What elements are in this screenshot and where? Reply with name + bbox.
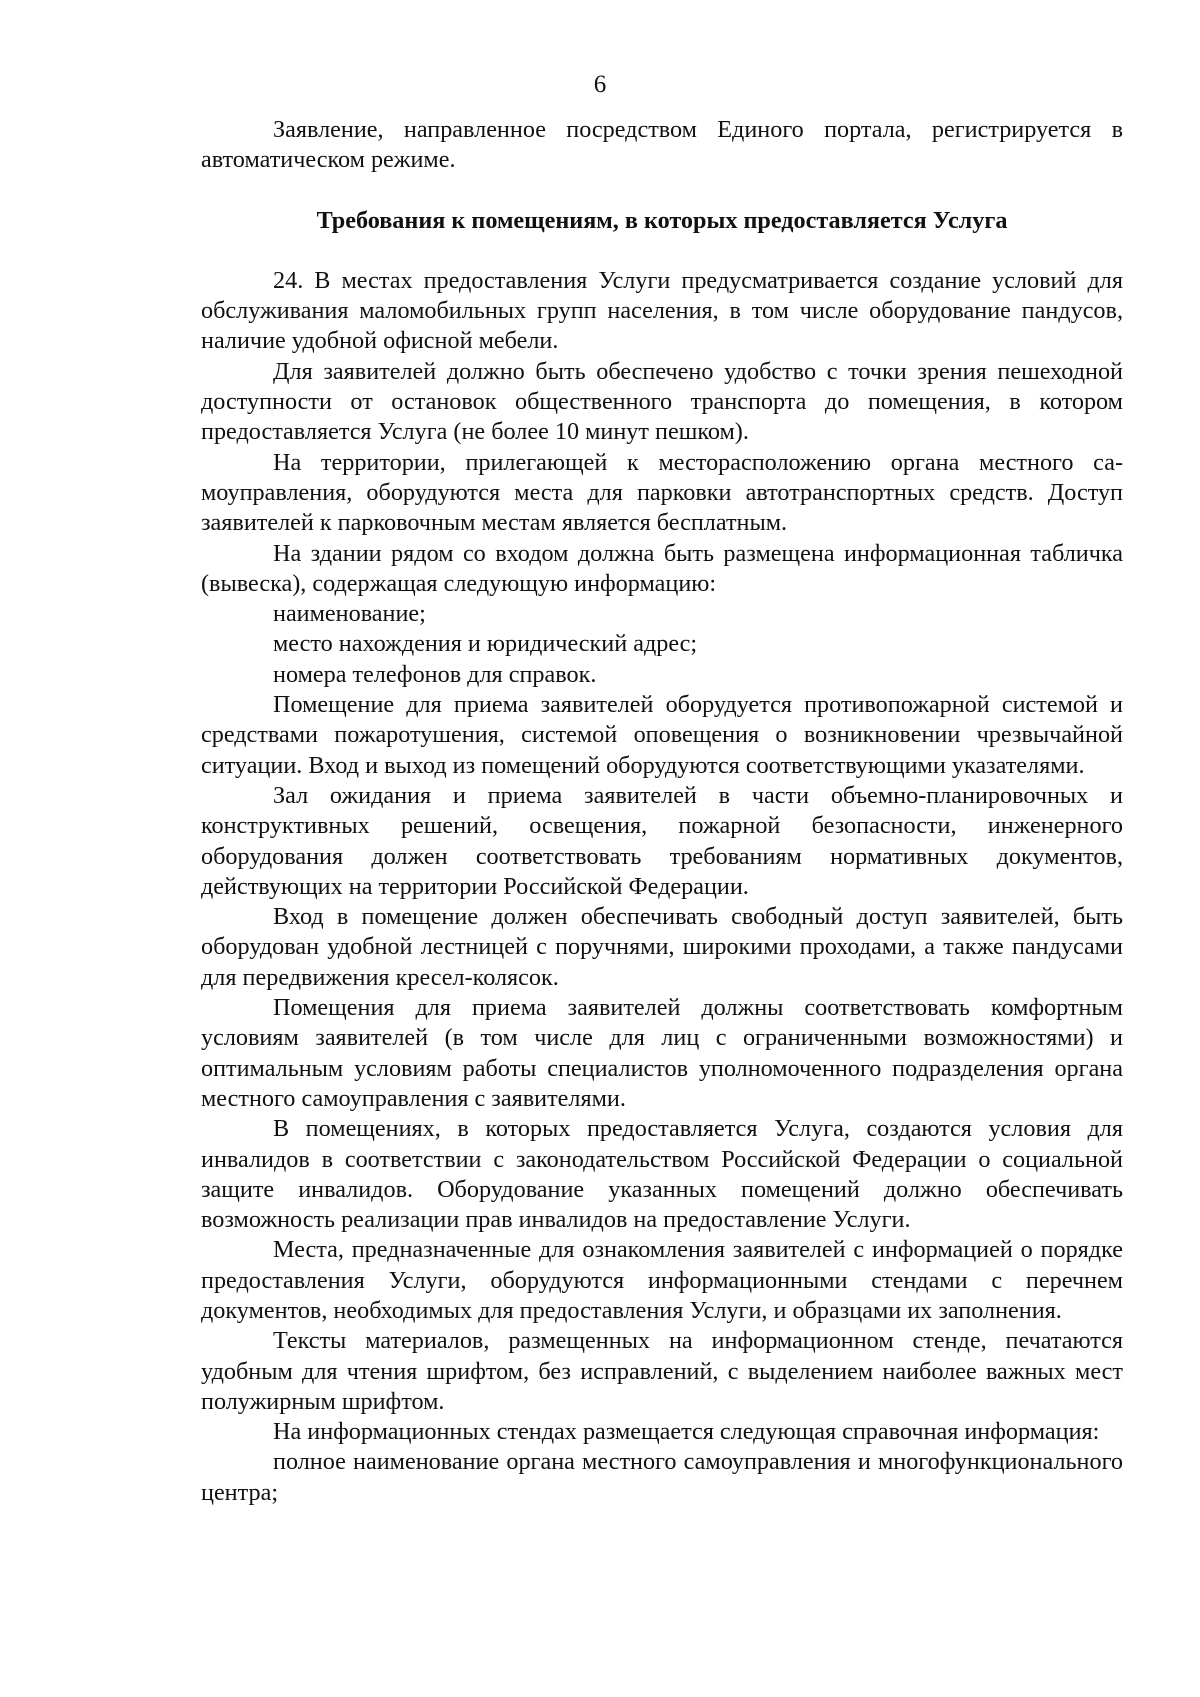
paragraph: полное наименование органа местного самоуправления и многофункционального центра; xyxy=(201,1448,1123,1506)
paragraph: Зал ожидания и приема заявителей в части объемно-планировочных и конструктивных решений, освещения, пожарной безопасности, инженерного оборудования должен соответствовать требованиям нормативных документов, действующих на территории Российской Федерации. xyxy=(201,781,1123,900)
page-number: 6 xyxy=(593,71,607,98)
paragraph: Помещения для приема заявителей должны соответствовать комфортным условиям заявителей (в том числе для лиц с ограниченными возможностями) и оптимальным условиям работы специалистов уполномоченного подразделения органа местного самоуправления с заявителями. xyxy=(201,994,1123,1112)
paragraph: На здании рядом со входом должна быть размещена информационная табличка (вывеска), содержащая следующую информацию: xyxy=(201,539,1123,597)
list-item: номера телефонов для справок. xyxy=(273,660,597,688)
paragraph: Тексты материалов, размещенных на информационном стенде, печатаются удобным для чтения шрифтом, без исправлений, с выделением наиболее важных мест полужирным шрифтом. xyxy=(201,1327,1123,1415)
paragraph: Вход в помещение должен обеспечивать свободный доступ заявителей, быть оборудован удобной лестницей с поручнями, широкими проходами, а также пандусами для передвижения кресел-колясок. xyxy=(201,903,1123,991)
paragraph: Помещение для приема заявителей оборудуется противопожарной системой и средствами пожаротушения, системой оповещения о возникновении чрезвычайной ситуации. Вход и выход из помещений оборудуются соответствующими указателями. xyxy=(201,691,1123,779)
document-body xyxy=(201,115,1123,1508)
paragraph: В помещениях, в которых предоставляется Услуга, создаются условия для инвалидов в соответствии с законодательством Российской Федерации о социальной защите инвалидов. Оборудование указанных помещений должно обеспечивать возможность реализации прав инвалидов на предоставление Услуги. xyxy=(201,1115,1123,1234)
paragraph: Заявление, направленное посредством Единого портала, регистрируется в автоматическом режиме. xyxy=(201,116,1123,174)
paragraph: На территории, прилегающей к месторасположению органа местного самоуправления, оборудуются места для парковки автотранспортных средств. Доступ заявителей к парковочным местам является бесплатным. xyxy=(201,448,1123,537)
section-heading: Требования к помещениям, в которых предоставляется Услуга xyxy=(316,206,1008,234)
paragraph: Места, предназначенные для ознакомления заявителей с информацией о порядке предоставления Услуги, оборудуются информационными стендами с перечнем документов, необходимых для предоставления Услуги, и образцами их заполнения. xyxy=(201,1236,1123,1324)
paragraph: На информационных стендах размещается следующая справочная информация: xyxy=(273,1418,1100,1446)
paragraph: 24. В местах предоставления Услуги предусматривается создание условий для обслуживания маломобильных групп населения, в том числе оборудование пандусов, наличие удобной офисной мебели. xyxy=(201,266,1123,355)
list-item: наименование; xyxy=(273,600,426,628)
list-item: место нахождения и юридический адрес; xyxy=(273,630,698,658)
paragraph: Для заявителей должно быть обеспечено удобство с точки зрения пешеходной доступности от остановок общественного транспорта до помещения, в котором предоставляется Услуга (не более 10 минут пешком). xyxy=(201,357,1123,446)
